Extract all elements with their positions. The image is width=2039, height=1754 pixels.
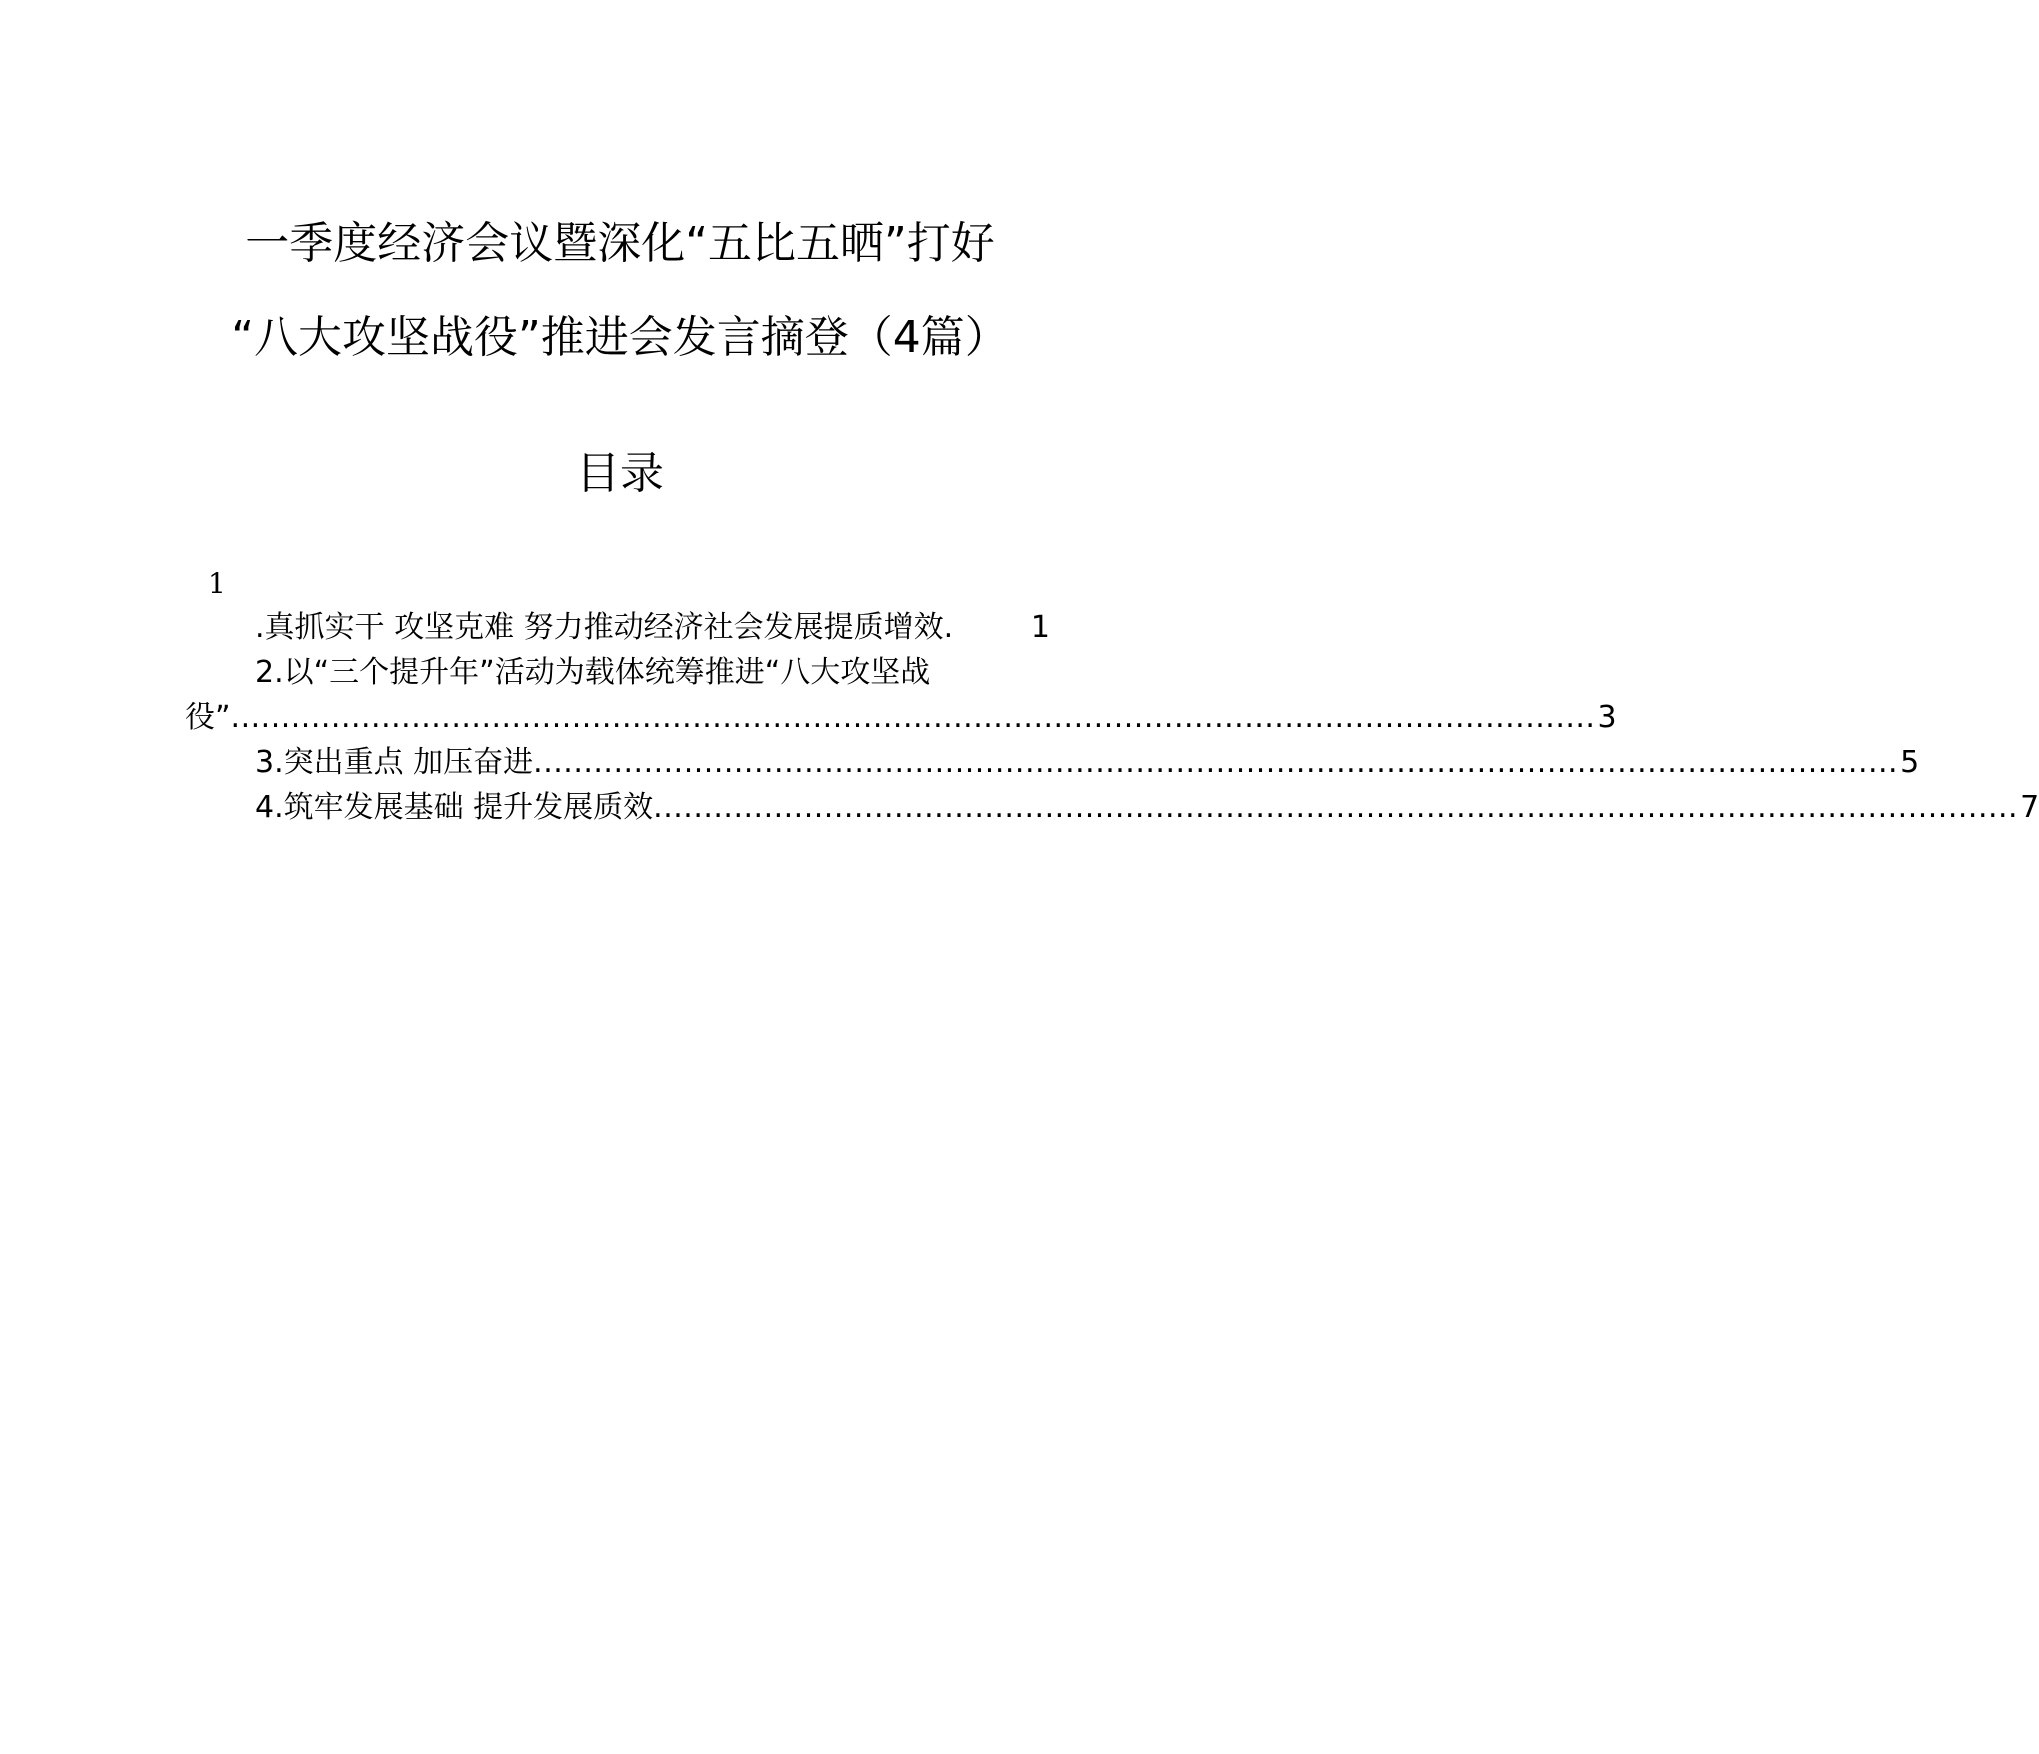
toc-entry-2-text-line1: 2.以“三个提升年”活动为载体统筹推进“八大攻坚战 [255, 655, 931, 690]
toc-entry-4-leader: ........................................................................................................................................ [653, 790, 2019, 825]
document-title-line-2: “八大攻坚战役”推进会发言摘登（4篇） [231, 312, 1009, 363]
toc-heading: 目录 [576, 448, 664, 499]
toc-entry-2-text-line2: 役” [185, 700, 231, 735]
toc-entry-3-text: 3.突出重点 加压奋进 [255, 745, 534, 780]
toc-entry-1-leader: . [943, 610, 954, 645]
toc-entry-1-number: 1 [208, 567, 226, 600]
toc-entry-4[interactable] [255, 788, 2039, 828]
toc-entry-4-text: 4.筑牢发展基础 提升发展质效 [255, 790, 654, 825]
toc-entry-2[interactable] [255, 653, 1050, 693]
toc-entry-1-text: .真抓实干 攻坚克难 努力推动经济社会发展提质增效 [255, 610, 944, 645]
toc-entry-2-continuation[interactable] [185, 698, 1617, 738]
toc-entry-2-page: 3 [1597, 700, 1617, 735]
toc-entry-3-page: 5 [1900, 745, 1920, 780]
toc-entry-2-leader: ........................................................................................................................................ [230, 700, 1596, 735]
document-title-line-1: 一季度经济会议暨深化“五比五晒”打好 [245, 218, 995, 269]
toc-entry-1-page: 1 [1030, 610, 1050, 645]
toc-entry-1[interactable] [255, 608, 1050, 648]
toc-entry-3[interactable] [255, 743, 1920, 783]
toc-entry-3-leader: ........................................................................................................................................ [533, 745, 1899, 780]
toc-entry-4-page: 7 [2020, 790, 2039, 825]
